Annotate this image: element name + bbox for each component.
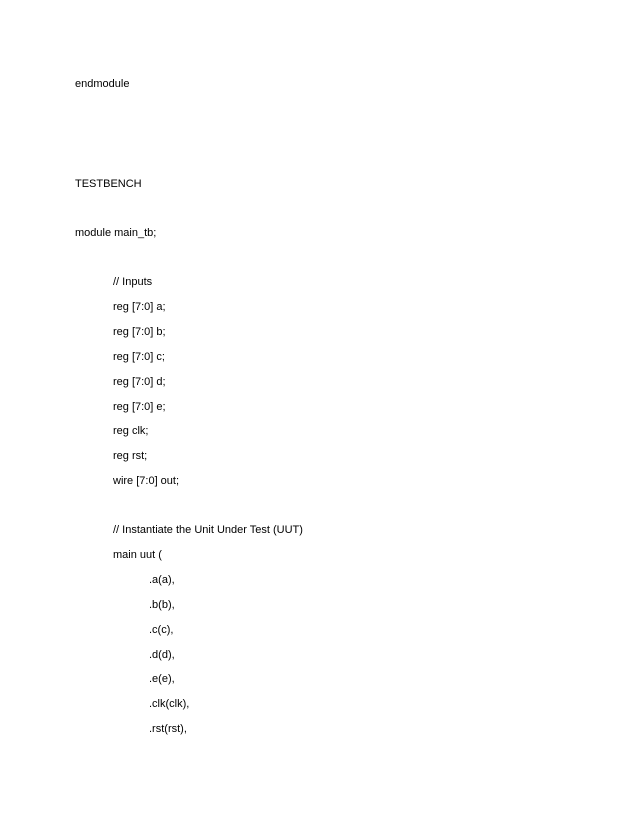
code-line-port-a: .a(a), [149, 574, 175, 586]
code-line-port-e: .e(e), [149, 673, 175, 685]
code-comment-inputs: // Inputs [113, 276, 153, 288]
code-line-module-declaration: module main_tb; [75, 227, 157, 239]
code-line-reg-clk: reg clk; [113, 425, 149, 437]
code-line-reg-c: reg [7:0] c; [113, 351, 165, 363]
code-line-main-uut: main uut ( [113, 549, 162, 561]
code-line-reg-a: reg [7:0] a; [113, 301, 166, 313]
code-line-port-rst: .rst(rst), [149, 723, 187, 735]
code-line-port-clk: .clk(clk), [149, 698, 190, 710]
code-line-reg-e: reg [7:0] e; [113, 401, 166, 413]
code-line-port-d: .d(d), [149, 649, 175, 661]
section-heading-testbench: TESTBENCH [75, 178, 142, 190]
code-line-reg-d: reg [7:0] d; [113, 376, 166, 388]
code-comment-instantiate: // Instantiate the Unit Under Test (UUT) [113, 524, 303, 536]
code-line-endmodule: endmodule [75, 78, 130, 90]
code-line-wire-out: wire [7:0] out; [113, 475, 180, 487]
code-line-port-c: .c(c), [149, 624, 174, 636]
code-line-port-b: .b(b), [149, 599, 175, 611]
code-line-reg-rst: reg rst; [113, 450, 148, 462]
code-line-reg-b: reg [7:0] b; [113, 326, 166, 338]
